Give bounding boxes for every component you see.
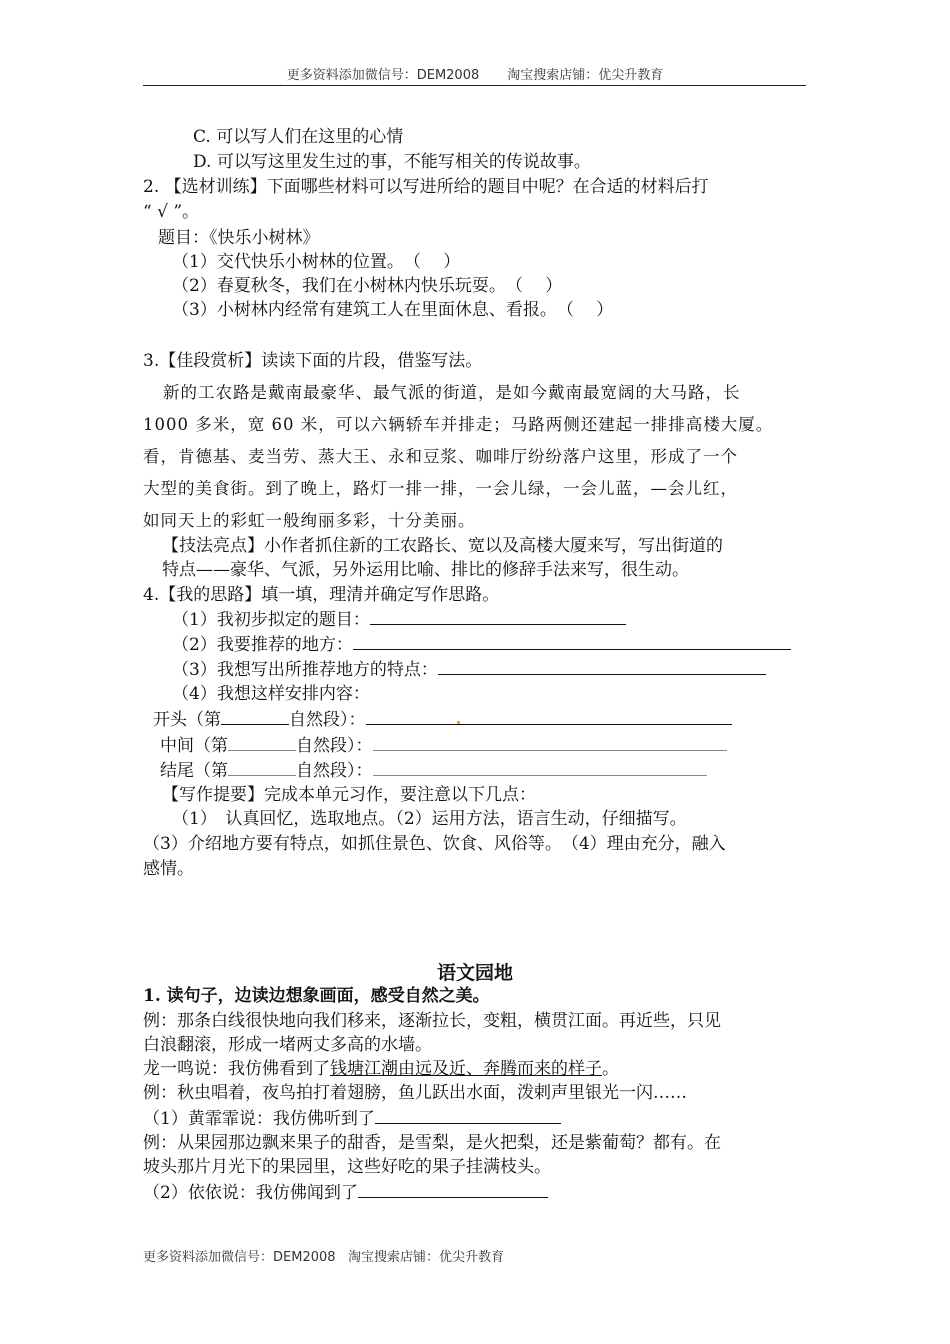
long-yiming-prefix: 龙一鸣说：我仿佛看到了: [143, 1059, 330, 1079]
middle-paragraph-blank[interactable]: [228, 734, 296, 751]
q2-topic: 题目：《快乐小树林》: [158, 228, 320, 248]
part-opening-suffix: 自然段）：: [289, 710, 366, 730]
example-3-line-2: 坡头那片月光下的果园里，这些好吃的果子挂满枝头。: [143, 1157, 551, 1177]
prompt-1: [143, 1107, 561, 1130]
writing-tips-line-2: （3）介绍地方要有特点，如抓住景色、饮食、风俗等。 （4）理由充分，融入: [143, 834, 726, 854]
q2-item-2: （2）春夏秋冬，我们在小树林内快乐玩耍。 （ ）: [172, 276, 563, 296]
q4-item-2: [172, 633, 791, 656]
long-yiming-answer: [143, 1058, 619, 1080]
q3-passage-line-1: 新的工农路是戴南最豪华、最气派的街道，是如今戴南最宽阔的大马路，长: [163, 383, 741, 402]
q3-heading: 3.【佳段赏析】读读下面的片段，借鉴写法。: [143, 351, 483, 371]
section-title: 语文园地: [436, 962, 513, 984]
q3-tip-line-1: 【技法亮点】小作者抓住新的工农路长、宽以及高楼大厦来写，写出街道的: [162, 536, 723, 556]
part-middle-label: 中间（第: [160, 736, 228, 756]
part-middle: [160, 734, 727, 757]
footer-shop: 淘宝搜索店铺：优尖升教育: [347, 1250, 504, 1265]
prompt-2-label: （2）依依说：我仿佛闻到了: [143, 1183, 358, 1203]
part-opening: [153, 708, 732, 731]
feature-answer-blank[interactable]: [438, 658, 766, 675]
part-ending-label: 结尾（第: [160, 761, 228, 781]
part-ending-suffix: 自然段）：: [296, 761, 373, 781]
q4-item-1-label: （1）我初步拟定的题目：: [172, 610, 370, 630]
header-divider: [143, 85, 806, 86]
example-1-line-2: 白浪翻滚，形成一堵两丈多高的水墙。: [143, 1035, 432, 1055]
option-c: C. 可以写人们在这里的心情: [193, 127, 404, 147]
prompt-1-label: （1）黄霏霏说：我仿佛听到了: [143, 1109, 375, 1129]
q4-item-3-label: （3）我想写出所推荐地方的特点：: [172, 660, 438, 680]
place-answer-blank[interactable]: [353, 633, 791, 650]
writing-tips-line-3: 感情。: [143, 859, 194, 879]
q2-item-3: （3）小树林内经常有建筑工人在里面休息、看报。 （ ）: [172, 300, 614, 320]
writing-tips-heading: 【写作提要】完成本单元习作，要注意以下几点：: [162, 785, 536, 805]
garden-q1-heading: 1. 读句子，边读边想象画面，感受自然之美。: [143, 986, 490, 1006]
opening-content-blank[interactable]: [366, 708, 732, 725]
header-wechat: 更多资料添加微信号：DEM2008: [286, 68, 480, 83]
q3-passage-line-2: 1000 多米，宽 60 米，可以六辆轿车并排走；马路两侧还建起一排排高楼大厦。: [143, 415, 774, 434]
option-d: D. 可以写这里发生过的事，不能写相关的传说故事。: [193, 152, 591, 172]
part-opening-label: 开头（第: [153, 710, 221, 730]
example-2: 例：秋虫唱着，夜鸟拍打着翅膀，鱼儿跃出水面，泼剌声里银光一闪……: [143, 1083, 687, 1103]
stray-mark: [457, 721, 460, 724]
q2-heading-cont: “ √ ”。: [143, 202, 200, 222]
title-answer-blank[interactable]: [370, 608, 626, 625]
q3-passage-line-5: 如同天上的彩虹一般绚丽多彩，十分美丽。: [143, 511, 476, 530]
example-3-line-1: 例：从果园那边飘来果子的甜香，是雪梨，是火把梨，还是紫葡萄？都有。在: [143, 1133, 721, 1153]
middle-content-blank[interactable]: [373, 734, 727, 751]
ending-content-blank[interactable]: [373, 759, 707, 776]
q4-item-2-label: （2）我要推荐的地方：: [172, 635, 353, 655]
q4-item-3: [172, 658, 766, 681]
heard-answer-blank[interactable]: [375, 1107, 561, 1124]
ending-paragraph-blank[interactable]: [228, 759, 296, 776]
page-footer: [143, 1246, 504, 1265]
part-middle-suffix: 自然段）：: [296, 736, 373, 756]
q4-heading: 4.【我的思路】填一填，理清并确定写作思路。: [143, 585, 500, 605]
q2-heading: 2. 【选材训练】下面哪些材料可以写进所给的题目中呢？在合适的材料后打: [143, 177, 709, 197]
smelled-answer-blank[interactable]: [358, 1181, 548, 1198]
q4-item-4: （4）我想这样安排内容：: [172, 684, 370, 704]
q3-passage-line-3: 看，肯德基、麦当劳、蒸大王、永和豆浆、咖啡厅纷纷落户这里，形成了一个: [143, 447, 738, 466]
part-ending: [160, 759, 707, 782]
example-1-line-1: 例：那条白线很快地向我们移来，逐渐拉长，变粗，横贯江面。再近些，只见: [143, 1011, 721, 1031]
prompt-2: [143, 1181, 548, 1204]
header-shop: 淘宝搜索店铺：优尖升教育: [507, 68, 664, 83]
long-yiming-suffix: 。: [602, 1059, 619, 1079]
q2-item-1: （1）交代快乐小树林的位置。 （ ）: [172, 252, 461, 272]
writing-tips-line-1: （1） 认真回忆，选取地点。（2）运用方法，语言生动，仔细描写。: [172, 809, 687, 829]
q3-tip-line-2: 特点——豪华、气派，另外运用比喻、排比的修辞手法来写，很生动。: [162, 560, 689, 580]
q4-item-1: [172, 608, 626, 631]
page-header: [0, 64, 950, 83]
opening-paragraph-blank[interactable]: [221, 708, 289, 725]
q3-passage-line-4: 大型的美食街。到了晚上，路灯一排一排，一会儿绿，一会儿蓝，—会儿红，: [143, 479, 738, 498]
footer-wechat: 更多资料添加微信号：DEM2008: [143, 1250, 336, 1265]
long-yiming-underlined: 钱塘江潮由远及近、奔腾而来的样子: [330, 1059, 602, 1079]
